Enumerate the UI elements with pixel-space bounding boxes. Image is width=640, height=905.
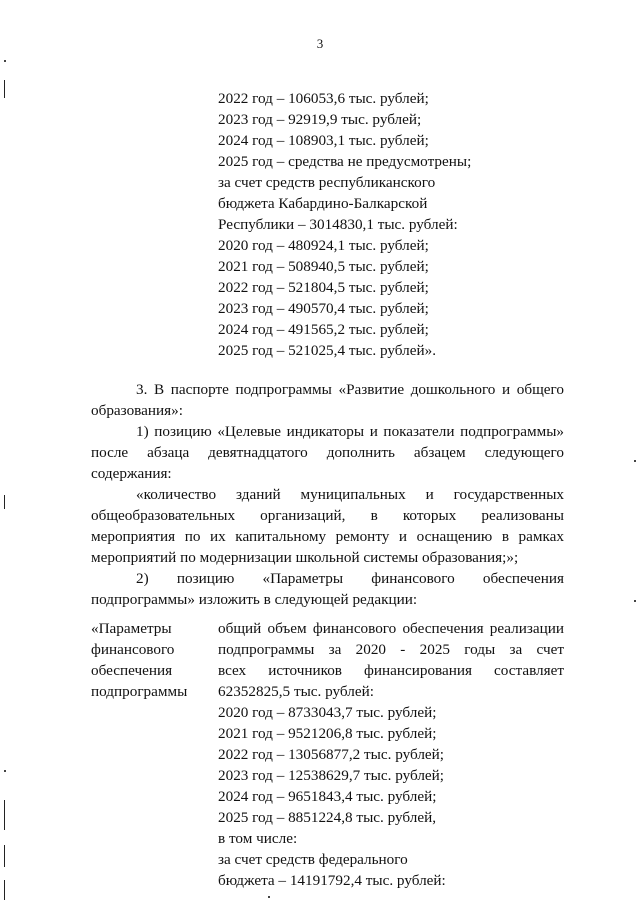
paragraph-line: мероприятий по модернизации школьной системы образования;»; (91, 549, 519, 566)
table-value-line: 2025 год – 8851224,8 тыс. рублей, (218, 809, 436, 826)
funding-line: 2025 год – 521025,4 тыс. рублей». (218, 342, 436, 359)
paragraph-line: 1) позицию «Целевые индикаторы и показатели подпрограммы» (136, 423, 564, 440)
paragraph-line: общеобразовательных организаций, в которых реализованы (91, 507, 564, 524)
funding-line: 2024 год – 108903,1 тыс. рублей; (218, 132, 429, 149)
paragraph-line: подпрограммы» изложить в следующей редакции: (91, 591, 418, 608)
scan-mark (4, 80, 5, 98)
table-value-line: 2020 год – 8733043,7 тыс. рублей; (218, 704, 437, 721)
page-number: 3 (316, 36, 324, 51)
table-value-line: 62352825,5 тыс. рублей: (218, 683, 374, 700)
paragraph-line: 3. В паспорте подпрограммы «Развитие дошкольного и общего (136, 381, 564, 398)
funding-line: 2023 год – 92919,9 тыс. рублей; (218, 111, 422, 128)
scan-mark (4, 495, 5, 509)
table-label-line: подпрограммы (91, 683, 188, 700)
funding-line: 2021 год – 508940,5 тыс. рублей; (218, 258, 429, 275)
scan-dot (268, 896, 270, 898)
funding-line: 2020 год – 480924,1 тыс. рублей; (218, 237, 429, 254)
funding-line: за счет средств республиканского (218, 174, 436, 191)
scan-mark (4, 880, 5, 900)
table-value-line: 2023 год – 12538629,7 тыс. рублей; (218, 767, 445, 784)
paragraph-line: мероприятия по их капитальному ремонту и оснащению в рамках (91, 528, 564, 545)
table-value-line: общий объем финансового обеспечения реализации (218, 620, 564, 637)
table-value-line: 2022 год – 13056877,2 тыс. рублей; (218, 746, 445, 763)
table-value-line: 2021 год – 9521206,8 тыс. рублей; (218, 725, 437, 742)
funding-line: 2022 год – 106053,6 тыс. рублей; (218, 90, 429, 107)
table-label-line: финансового (91, 641, 175, 658)
table-value-line: всех источников финансирования составляет (218, 662, 564, 679)
paragraph-line: содержания: (91, 465, 172, 482)
table-label-line: обеспечения (91, 662, 173, 679)
table-label-line: «Параметры (91, 620, 172, 637)
funding-line: 2023 год – 490570,4 тыс. рублей; (218, 300, 429, 317)
funding-line: бюджета Кабардино-Балкарской (218, 195, 428, 212)
funding-line: 2022 год – 521804,5 тыс. рублей; (218, 279, 429, 296)
table-value-line: за счет средств федерального (218, 851, 408, 868)
scan-mark (4, 800, 5, 830)
table-value-line: 2024 год – 9651843,4 тыс. рублей; (218, 788, 437, 805)
paragraph-line: «количество зданий муниципальных и государственных (136, 486, 564, 503)
scan-dot (4, 60, 6, 62)
scan-dot (634, 460, 636, 462)
scan-dot (634, 600, 636, 602)
funding-line: 2025 год – средства не предусмотрены; (218, 153, 472, 170)
paragraph-line: образования»: (91, 402, 183, 419)
table-value-line: в том числе: (218, 830, 298, 847)
funding-line: 2024 год – 491565,2 тыс. рублей; (218, 321, 429, 338)
paragraph-line: 2) позицию «Параметры финансового обеспечения (136, 570, 564, 587)
table-value-line: подпрограммы за 2020 - 2025 годы за счет (218, 641, 564, 658)
funding-line: Республики – 3014830,1 тыс. рублей: (218, 216, 458, 233)
paragraph-line: после абзаца девятнадцатого дополнить абзацем следующего (91, 444, 564, 461)
scan-mark (4, 845, 5, 867)
scan-dot (4, 770, 6, 772)
table-value-line: бюджета – 14191792,4 тыс. рублей: (218, 872, 446, 889)
